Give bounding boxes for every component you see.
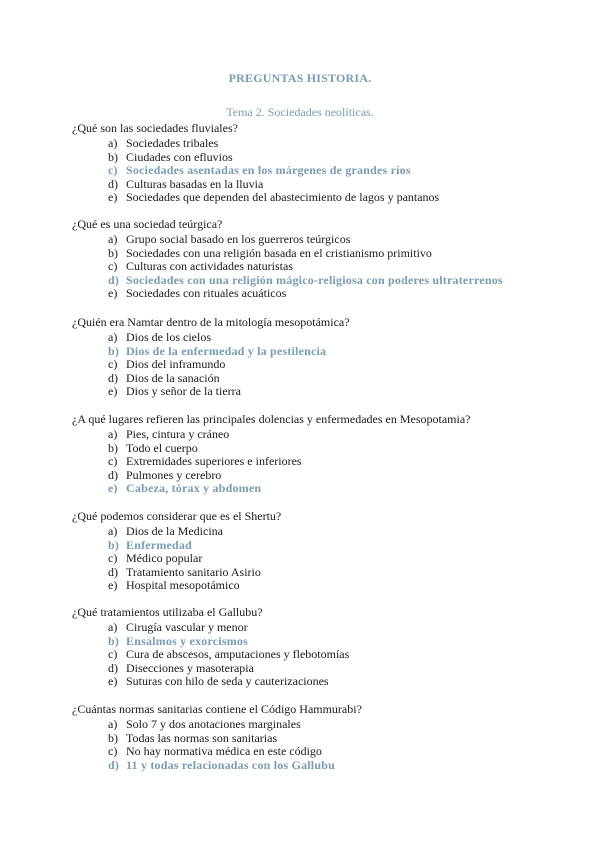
question-block (72, 605, 572, 688)
answer-option (72, 427, 572, 441)
answer-option (72, 524, 572, 538)
question-text: ¿Quién era Namtar dentro de la mitología mesopotámica? (72, 315, 350, 329)
option-text: Hospital mesopotámico (126, 578, 240, 593)
option-text: Pies, cintura y cráneo (126, 427, 230, 441)
answer-option (72, 468, 572, 482)
answer-option-correct (72, 163, 572, 177)
option-letter: b) (108, 440, 118, 455)
option-letter: a) (108, 427, 118, 441)
option-text: Suturas con hilo de seda y cauterizaciones (126, 674, 329, 689)
option-text: Dios de la enfermedad y la pestilencia (126, 343, 327, 358)
option-letter: d) (108, 272, 120, 287)
answer-option (72, 259, 572, 273)
option-text: Solo 7 y dos anotaciones marginales (126, 717, 301, 731)
answer-option (72, 454, 572, 468)
question-block (72, 121, 572, 204)
answer-option (72, 136, 572, 150)
option-letter: d) (108, 467, 118, 482)
answer-option-correct (72, 538, 572, 552)
option-letter: e) (108, 674, 118, 689)
answer-option (72, 674, 572, 688)
answer-option (72, 150, 572, 164)
option-letter: c) (108, 551, 118, 566)
option-text: Sociedades con una religión mágico-religiosa con poderes ultraterrenos (126, 272, 503, 287)
document-subtitle: Tema 2. Sociedades neolíticas. (226, 105, 374, 119)
option-text: 11 y todas relacionadas con los Gallubu (126, 757, 335, 772)
answer-option (72, 177, 572, 191)
answer-option (72, 330, 572, 344)
option-text: Culturas basadas en la lluvia (126, 176, 264, 191)
option-text: Disecciones y masoterapia (126, 660, 254, 675)
option-letter: e) (108, 384, 118, 399)
answer-option-correct (72, 273, 572, 287)
option-letter: c) (108, 259, 118, 274)
option-letter: c) (108, 454, 118, 469)
question-block (72, 315, 572, 398)
option-text: Todo el cuerpo (126, 440, 198, 455)
option-text: Ciudades con efluvios (126, 149, 233, 164)
option-letter: b) (108, 245, 118, 260)
option-text: Dios del inframundo (126, 357, 226, 372)
answer-option (72, 551, 572, 565)
option-letter: d) (108, 660, 118, 675)
option-text: Dios de la Medicina (126, 524, 223, 538)
option-letter: e) (108, 481, 118, 496)
question-text: ¿Qué podemos considerar que es el Shertu? (72, 509, 282, 523)
question-text: ¿Qué son las sociedades fluviales? (72, 121, 238, 135)
option-text: Sociedades con rituales acuáticos (126, 286, 287, 301)
option-text: Sociedades con una religión basada en el cristianismo primitivo (126, 245, 432, 260)
answer-option (72, 190, 572, 204)
question-block (72, 509, 572, 592)
answer-option (72, 661, 572, 675)
option-text: Sociedades tribales (126, 136, 219, 150)
answer-option (72, 441, 572, 455)
answer-option (72, 384, 572, 398)
option-text: Cura de abscesos, amputaciones y flebotomías (126, 647, 350, 662)
option-text: Dios de la sanación (126, 370, 220, 385)
option-letter: b) (108, 633, 120, 648)
answer-option (72, 371, 572, 385)
document-title: PREGUNTAS HISTORIA. (228, 71, 372, 85)
answer-option (72, 647, 572, 661)
option-text: Extremidades superiores e inferiores (126, 454, 302, 469)
option-letter: a) (108, 717, 118, 731)
question-text: ¿Qué tratamientos utilizaba el Gallubu? (72, 605, 263, 619)
question-text: ¿Cuántas normas sanitarias contiene el Código Hammurabi? (72, 702, 362, 716)
option-letter: c) (108, 357, 118, 372)
option-text: Sociedades que dependen del abastecimiento de lagos y pantanos (126, 190, 440, 205)
option-letter: d) (108, 176, 118, 191)
answer-option-correct (72, 758, 572, 772)
option-text: Sociedades asentadas en los márgenes de grandes ríos (126, 163, 411, 178)
answer-option (72, 717, 572, 731)
option-letter: c) (108, 647, 118, 662)
option-letter: d) (108, 757, 120, 772)
option-letter: e) (108, 190, 118, 205)
option-text: Culturas con actividades naturistas (126, 259, 293, 274)
option-letter: b) (108, 149, 118, 164)
answer-option (72, 744, 572, 758)
question-text: ¿A qué lugares refieren las principales dolencias y enfermedades en Mesopotamia? (72, 412, 471, 426)
option-text: No hay normativa médica en este código (126, 744, 322, 759)
option-letter: d) (108, 564, 118, 579)
answer-option-correct (72, 634, 572, 648)
option-letter: c) (108, 163, 118, 178)
option-text: Todas las normas son sanitarias (126, 730, 278, 745)
option-letter: a) (108, 330, 118, 344)
answer-option-correct (72, 344, 572, 358)
option-text: Grupo social basado en los guerreros teúrgicos (126, 232, 351, 246)
option-text: Cabeza, tórax y abdomen (126, 481, 262, 496)
answer-option (72, 565, 572, 579)
question-block (72, 217, 572, 300)
option-text: Dios de los cielos (126, 330, 211, 344)
answer-option-correct (72, 481, 572, 495)
option-text: Dios y señor de la tierra (126, 384, 241, 399)
question-block (72, 702, 572, 771)
answer-option (72, 578, 572, 592)
option-text: Enfermedad (126, 537, 192, 552)
answer-option (72, 357, 572, 371)
option-letter: a) (108, 620, 118, 634)
option-letter: b) (108, 730, 118, 745)
option-letter: b) (108, 343, 120, 358)
option-text: Médico popular (126, 551, 203, 566)
answer-option (72, 620, 572, 634)
question-text: ¿Qué es una sociedad teúrgica? (72, 217, 223, 231)
option-letter: c) (108, 744, 118, 759)
option-letter: d) (108, 370, 118, 385)
option-letter: a) (108, 232, 118, 246)
answer-option (72, 232, 572, 246)
option-letter: a) (108, 136, 118, 150)
option-letter: e) (108, 578, 118, 593)
answer-option (72, 286, 572, 300)
option-letter: b) (108, 537, 120, 552)
option-text: Ensalmos y exorcismos (126, 633, 248, 648)
option-text: Tratamiento sanitario Asirio (126, 564, 261, 579)
answer-option (72, 731, 572, 745)
answer-option (72, 246, 572, 260)
option-text: Pulmones y cerebro (126, 467, 222, 482)
option-letter: a) (108, 524, 118, 538)
option-letter: e) (108, 286, 118, 301)
option-text: Cirugía vascular y menor (126, 620, 248, 634)
question-block (72, 412, 572, 495)
